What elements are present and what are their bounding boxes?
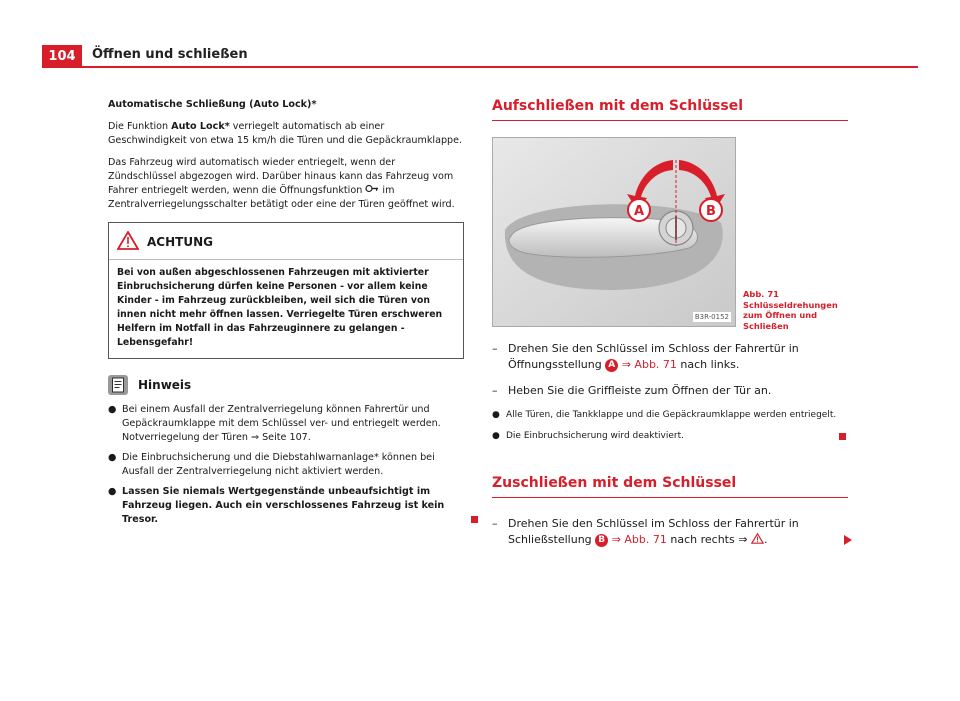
unlock-symbol-icon <box>365 185 382 196</box>
page-number: 104 <box>42 45 82 67</box>
section-end-icon <box>471 516 478 523</box>
dash-icon: – <box>492 384 498 397</box>
figure-label-a: A <box>633 204 645 219</box>
label-a-badge: A <box>605 359 618 372</box>
paragraph-auto-lock <box>108 120 464 148</box>
step-3-text: Drehen Sie den Schlüssel im Schloss der Fahrertür in Schließstellung <box>508 517 799 546</box>
p1-bold: Auto Lock* <box>171 121 230 132</box>
left-column <box>108 98 464 533</box>
warning-triangle-icon <box>117 231 139 253</box>
step-1-end: nach links. <box>680 358 740 371</box>
step-1-text: Drehen Sie den Schlüssel im Schloss der Fahrertür in Öffnungsstellung <box>508 342 799 371</box>
note-bullets <box>108 403 464 527</box>
list-item <box>108 403 464 445</box>
bullet-icon: ● <box>492 410 500 420</box>
note-bullet-1: Bei einem Ausfall der Zentralverriegelung können Fahrertür und Gepäckraumklappe mit dem Schlüssel ver- und entriegelt werden. Notverriegelung der Türen ⇒ Seite 107. <box>122 404 441 443</box>
section-divider <box>492 120 848 121</box>
dash-icon: – <box>492 342 498 355</box>
bullet-icon: ● <box>492 431 500 441</box>
step-item <box>492 383 848 399</box>
note-title: Hinweis <box>138 378 192 392</box>
list-item <box>108 451 464 479</box>
step-1 <box>508 341 848 373</box>
step-3 <box>508 516 848 548</box>
list-item <box>492 430 848 443</box>
step-3-end: nach rechts ⇒ <box>670 533 748 546</box>
note-header <box>108 375 464 395</box>
result-bullet-1: Alle Türen, die Tankklappe und die Gepäckraumklappe werden entriegelt. <box>506 410 837 420</box>
header-divider <box>42 66 918 68</box>
warning-ref-icon[interactable] <box>751 533 764 546</box>
bullet-icon: ● <box>108 452 117 463</box>
section-title-unlock: Aufschließen mit dem Schlüssel <box>492 98 743 114</box>
chapter-title: Öffnen und schließen <box>92 47 248 62</box>
note-bullet-3: Lassen Sie niemals Wertgegenstände unbeaufsichtigt im Fahrzeug liegen. Auch ein verschlossenes Fahrzeug ist kein Tresor. <box>122 486 445 525</box>
right-column <box>492 98 848 548</box>
warning-header <box>109 223 463 260</box>
info-icon <box>108 375 128 395</box>
note-bullet-2: Die Einbruchsicherung und die Diebstahlwarnanlage* können bei Ausfall der Zentralverriegelung nicht aktiviert werden. <box>122 452 435 477</box>
door-handle-illustration <box>492 137 736 327</box>
p2-text-a: Das Fahrzeug wird automatisch wieder entriegelt, wenn der Zündschlüssel abgezogen wird. Darüber hinaus kann das Fahrzeug vom Fahrer entriegelt werden, wenn die Öffnungsfunktion <box>108 157 454 196</box>
section-title-lock: Zuschließen mit dem Schlüssel <box>492 475 737 491</box>
step-item <box>492 516 848 548</box>
figure-reference-link[interactable]: ⇒ Abb. 71 <box>611 533 667 546</box>
step-3-period: . <box>763 533 768 546</box>
figure-label-b: B <box>706 204 716 219</box>
subheading: Automatische Schließung (Auto Lock)* <box>108 99 317 110</box>
p1-text-b: verriegelt automatisch ab einer Geschwindigkeit von etwa 15 km/h die Türen und die Gepäckraumklappe. <box>108 121 463 146</box>
figure-reference-link[interactable]: ⇒ Abb. 71 <box>621 358 677 371</box>
step-item <box>492 341 848 373</box>
dash-icon: – <box>492 517 498 530</box>
p1-text-a: Die Funktion <box>108 121 172 132</box>
list-item <box>108 485 464 527</box>
warning-text: Bei von außen abgeschlossenen Fahrzeugen mit aktivierter Einbruchsicherung dürfen keine Personen - vor allem keine Kinder - im Fahrzeug zurückbleiben, weil sich die Türen von innen nicht mehr öffnen lassen. Verriegelte Türen erschweren Helfern im Notfall in das Fahrzeuginnere zu gelangen - Lebensgefahr! <box>117 267 443 348</box>
figure-code: B3R-0152 <box>694 313 729 321</box>
result-bullets <box>492 409 848 443</box>
figure-71 <box>492 137 848 331</box>
continue-arrow-icon <box>844 534 852 550</box>
warning-box <box>108 222 464 359</box>
result-bullet-2: Die Einbruchsicherung wird deaktiviert. <box>506 431 684 441</box>
warning-title: ACHTUNG <box>147 235 213 249</box>
p2-text-b: im Zentralverriegelungsschalter betätigt oder eine der Türen geöffnet wird. <box>108 185 455 210</box>
section-divider <box>492 497 848 498</box>
list-item <box>492 409 848 422</box>
bullet-icon: ● <box>108 486 117 497</box>
paragraph-unlock <box>108 156 464 212</box>
bullet-icon: ● <box>108 404 117 415</box>
section-end-icon <box>839 433 846 440</box>
label-b-badge: B <box>595 534 608 547</box>
step-2: Heben Sie die Griffleiste zum Öffnen der Tür an. <box>508 384 772 397</box>
figure-caption: Abb. 71 Schlüsseldrehungen zum Öffnen und Schließen <box>743 289 838 331</box>
